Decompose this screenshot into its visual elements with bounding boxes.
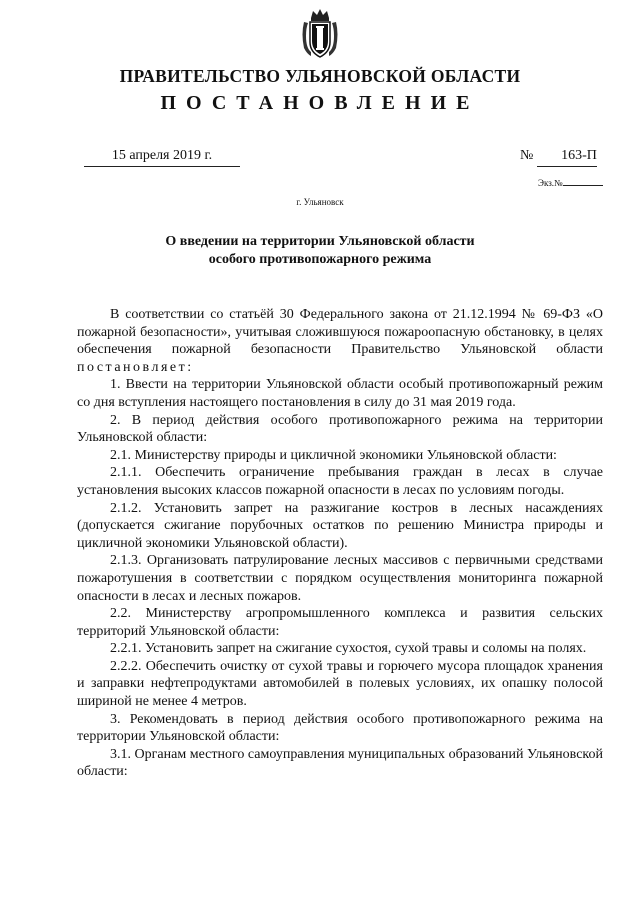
coat-of-arms-icon bbox=[301, 8, 339, 60]
paragraph-1: 1. Ввести на территории Ульяновской области особый противопожарный режим со дня вступления настоящего постановления в силу до 31 мая 2019 года. bbox=[77, 377, 603, 410]
copy-label: Экз.№ bbox=[538, 178, 563, 188]
document-type: ПОСТАНОВЛЕНИЕ bbox=[160, 92, 480, 114]
paragraph-3: 3. Рекомендовать в период действия особого противопожарного режима на территории Ульяновской области: bbox=[77, 711, 603, 745]
intro-paragraph bbox=[77, 306, 603, 376]
document-body bbox=[77, 306, 603, 781]
intro-verb: постановляет: bbox=[77, 359, 194, 375]
title-line-2: особого противопожарного режима bbox=[208, 252, 432, 267]
paragraph-3-1: 3.1. Органам местного самоуправления муниципальных образований Ульяновской области: bbox=[77, 746, 603, 780]
intro-text: В соответствии со статьёй 30 Федерального закона от 21.12.1994 № 69-ФЗ «О пожарной безопасности», учитывая сложившуюся пожароопасную обстановку, в целях обеспечения пожарной безопасности Правительство Ульяновской области bbox=[77, 307, 603, 358]
paragraph-2-1-3: 2.1.3. Организовать патрулирование лесных массивов с первичными средствами пожаротушения в соответствии с порядком осуществления мониторинга пожарной опасности в лесах и лесных пожаров. bbox=[77, 553, 603, 604]
copy-number bbox=[538, 178, 603, 188]
paragraph-2: 2. В период действия особого противопожарного режима на территории Ульяновской области: bbox=[77, 412, 603, 446]
number-prefix: № bbox=[520, 148, 534, 163]
paragraph-2-1: 2.1. Министерству природы и цикличной экономики Ульяновской области: bbox=[110, 447, 557, 463]
paragraph-2-1-1: 2.1.1. Обеспечить ограничение пребывания граждан в лесах в случае установления высоких классов пожарной опасности в лесах по условиям погоды. bbox=[77, 465, 603, 498]
number-value: 163-П bbox=[537, 148, 597, 167]
organization-title: ПРАВИТЕЛЬСТВО УЛЬЯНОВСКОЙ ОБЛАСТИ bbox=[119, 66, 521, 86]
document-date: 15 апреля 2019 г. bbox=[84, 148, 240, 167]
city: г. Ульяновск bbox=[296, 197, 344, 207]
title-line-1: О введении на территории Ульяновской области bbox=[165, 234, 475, 249]
paragraph-2-1-2: 2.1.2. Установить запрет на разжигание костров в лесных насаждениях (допускается сжигание порубочных остатков по решению Министра природы и цикличной экономики Ульяновской области). bbox=[77, 500, 603, 551]
paragraph-2-2-2: 2.2.2. Обеспечить очистку от сухой травы и горючего мусора площадок хранения и заправки нефтепродуктами автомобилей в полевых условиях, их опашку полосой шириной не менее 4 метров. bbox=[77, 658, 603, 710]
document-number bbox=[520, 148, 597, 167]
paragraph-2-2-1: 2.2.1. Установить запрет на сжигание сухостоя, сухой травы и соломы на полях. bbox=[110, 641, 587, 657]
document-title bbox=[100, 233, 540, 269]
paragraph-2-2: 2.2. Министерству агропромышленного комплекса и развития сельских территорий Ульяновской области: bbox=[77, 606, 603, 639]
copy-underline bbox=[563, 185, 603, 186]
